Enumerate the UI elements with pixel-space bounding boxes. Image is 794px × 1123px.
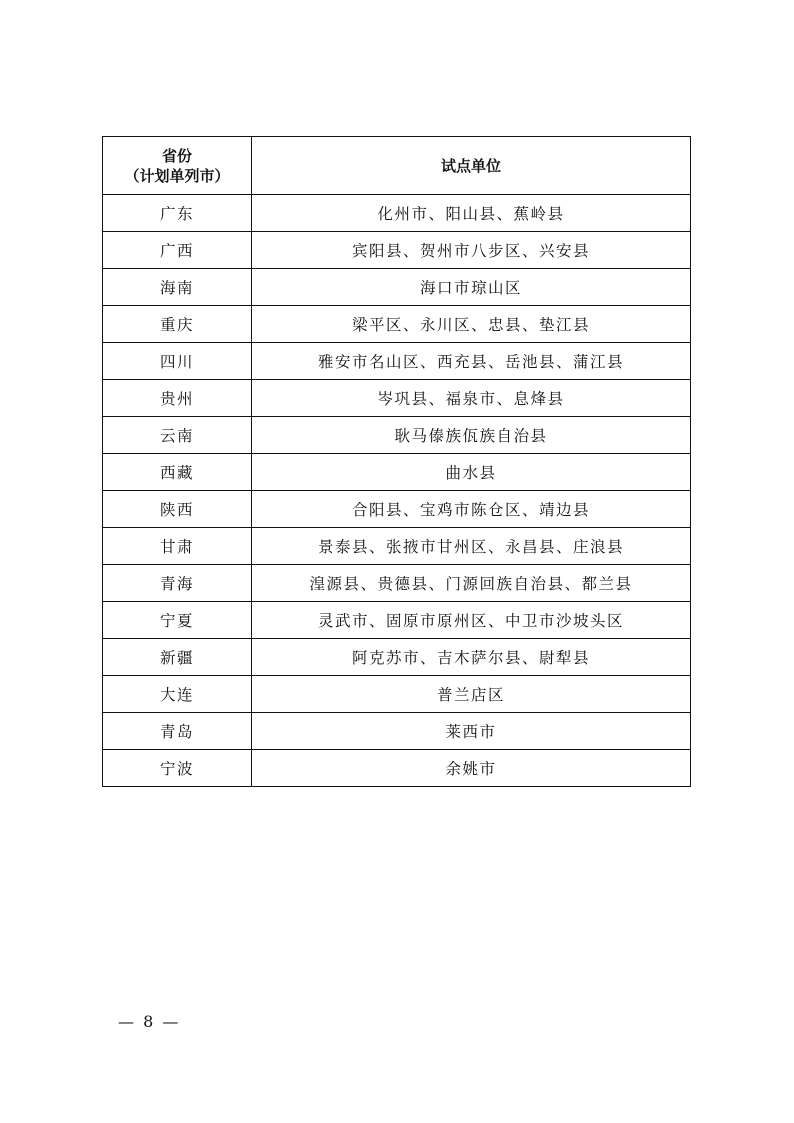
table-row — [103, 528, 691, 565]
table-row — [103, 269, 691, 306]
units-cell: 雅安市名山区、西充县、岳池县、蒲江县 — [252, 343, 691, 380]
province-cell: 新疆 — [103, 639, 252, 676]
units-cell: 莱西市 — [252, 713, 691, 750]
table-row — [103, 713, 691, 750]
province-cell: 海南 — [103, 269, 252, 306]
province-cell: 大连 — [103, 676, 252, 713]
units-cell: 景泰县、张掖市甘州区、永昌县、庄浪县 — [252, 528, 691, 565]
units-cell: 耿马傣族佤族自治县 — [252, 417, 691, 454]
table-row — [103, 454, 691, 491]
table-row — [103, 195, 691, 232]
table-row — [103, 602, 691, 639]
province-cell: 青岛 — [103, 713, 252, 750]
units-cell: 灵武市、固原市原州区、中卫市沙坡头区 — [252, 602, 691, 639]
table-row — [103, 306, 691, 343]
province-cell: 宁波 — [103, 750, 252, 787]
province-cell: 云南 — [103, 417, 252, 454]
province-cell: 西藏 — [103, 454, 252, 491]
units-cell: 普兰店区 — [252, 676, 691, 713]
table-row — [103, 417, 691, 454]
table-row — [103, 491, 691, 528]
province-cell: 广西 — [103, 232, 252, 269]
province-cell: 重庆 — [103, 306, 252, 343]
province-cell: 陕西 — [103, 491, 252, 528]
table-header-row — [103, 137, 691, 195]
units-cell: 合阳县、宝鸡市陈仓区、靖边县 — [252, 491, 691, 528]
units-cell: 宾阳县、贺州市八步区、兴安县 — [252, 232, 691, 269]
table-row — [103, 639, 691, 676]
province-cell: 宁夏 — [103, 602, 252, 639]
units-cell: 阿克苏市、吉木萨尔县、尉犁县 — [252, 639, 691, 676]
province-cell: 青海 — [103, 565, 252, 602]
page-number: — 8 — — [118, 1012, 181, 1031]
province-column-header — [103, 137, 252, 195]
units-cell: 化州市、阳山县、蕉岭县 — [252, 195, 691, 232]
table-row — [103, 676, 691, 713]
province-cell: 甘肃 — [103, 528, 252, 565]
table-row — [103, 232, 691, 269]
province-header-line1: 省份 — [161, 146, 192, 165]
units-cell: 岑巩县、福泉市、息烽县 — [252, 380, 691, 417]
province-cell: 广东 — [103, 195, 252, 232]
units-cell: 梁平区、永川区、忠县、垫江县 — [252, 306, 691, 343]
table-row — [103, 343, 691, 380]
province-cell: 四川 — [103, 343, 252, 380]
units-cell: 余姚市 — [252, 750, 691, 787]
table-row — [103, 565, 691, 602]
table-row — [103, 380, 691, 417]
units-cell: 曲水县 — [252, 454, 691, 491]
units-cell: 海口市琼山区 — [252, 269, 691, 306]
province-header-line2: （计划单列市） — [124, 166, 230, 185]
table-row — [103, 750, 691, 787]
province-cell: 贵州 — [103, 380, 252, 417]
units-column-header: 试点单位 — [252, 137, 691, 195]
pilot-units-table — [102, 136, 691, 787]
units-cell: 湟源县、贵德县、门源回族自治县、都兰县 — [252, 565, 691, 602]
